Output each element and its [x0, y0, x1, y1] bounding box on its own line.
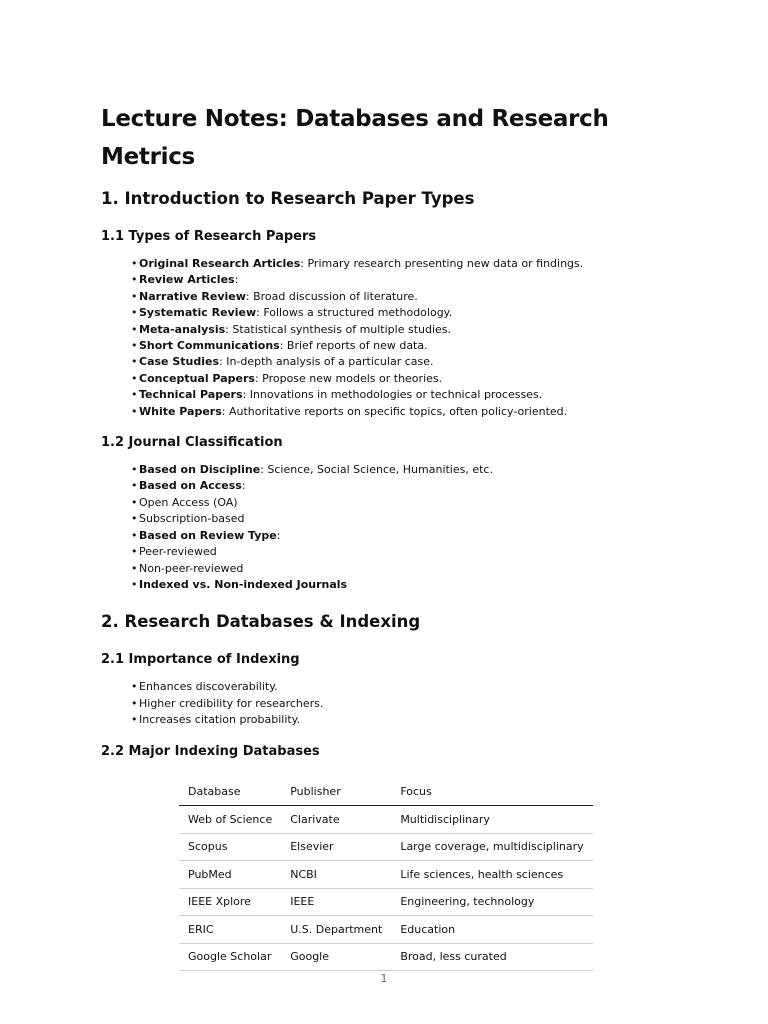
list-item-text: : [241, 479, 246, 493]
cell-focus: Broad, less curated [391, 943, 592, 971]
cell-database: ERIC [179, 916, 281, 944]
cell-database: PubMed [179, 861, 281, 889]
list-item-term: Based on Access [139, 479, 242, 493]
page-content [101, 100, 661, 971]
table-row [179, 833, 593, 861]
list-item [131, 712, 661, 728]
cell-focus: Life sciences, health sciences [391, 861, 592, 889]
bullet-marker: • [131, 273, 138, 287]
cell-publisher: Google [281, 943, 391, 971]
cell-publisher: U.S. Department [281, 916, 391, 944]
list-item [131, 256, 661, 272]
subsection-1-2-heading: 1.2 Journal Classification [101, 435, 283, 451]
list-item-text: Peer-reviewed [139, 545, 217, 559]
bullet-marker: • [131, 289, 138, 303]
table-row [179, 888, 593, 916]
subsection-2-2-heading: 2.2 Major Indexing Databases [101, 743, 320, 759]
list-item [131, 404, 661, 420]
cell-focus: Multidisciplinary [391, 806, 592, 834]
bullet-marker: • [131, 479, 138, 493]
list-item-text: : Innovations in methodologies or technical processes. [242, 388, 543, 402]
column-header-database: Database [179, 779, 281, 806]
subsection-1-1-heading: 1.1 Types of Research Papers [101, 229, 317, 244]
bullet-marker: • [131, 463, 138, 477]
paper-types-list [131, 256, 661, 420]
list-item-text: Increases citation probability. [139, 713, 301, 727]
list-item-term: Indexed vs. Non-indexed Journals [139, 577, 348, 591]
list-item [131, 305, 661, 321]
list-item-term: Technical Papers [139, 388, 243, 402]
bullet-marker: • [131, 322, 138, 336]
cell-database: Web of Science [179, 806, 281, 834]
page-number: 1 [380, 972, 388, 985]
list-item-term: Narrative Review [139, 289, 246, 303]
journal-classification-list [131, 462, 661, 593]
list-item [131, 561, 661, 577]
bullet-marker: • [131, 577, 138, 591]
bullet-marker: • [131, 696, 138, 710]
list-item-text: : Statistical synthesis of multiple studies. [225, 322, 452, 336]
section-2-heading: 2. Research Databases & Indexing [101, 612, 421, 632]
list-item-text: : Follows a structured methodology. [256, 306, 453, 320]
column-header-focus: Focus [391, 779, 592, 806]
bullet-marker: • [131, 512, 138, 526]
list-item-text: : Authoritative reports on specific topics, often policy-oriented. [221, 404, 568, 418]
list-item [131, 462, 661, 478]
list-item [131, 495, 661, 511]
list-item [131, 371, 661, 387]
list-item [131, 322, 661, 338]
list-item-text: : Brief reports of new data. [279, 339, 428, 353]
list-item-text: : In-depth analysis of a particular case. [219, 355, 434, 369]
cell-publisher: IEEE [281, 888, 391, 916]
cell-publisher: Elsevier [281, 833, 391, 861]
list-item-text: Subscription-based [139, 512, 245, 526]
list-item-text: Open Access (OA) [139, 495, 238, 509]
table-row [179, 861, 593, 889]
bullet-marker: • [131, 306, 138, 320]
table-row [179, 943, 593, 971]
table-row [179, 916, 593, 944]
bullet-marker: • [131, 257, 138, 270]
list-item [131, 511, 661, 527]
list-item [131, 338, 661, 354]
cell-focus: Education [391, 916, 592, 944]
list-item-term: Short Communications [139, 339, 280, 353]
list-item-term: Based on Review Type [139, 528, 277, 542]
list-item [131, 478, 661, 494]
cell-focus: Large coverage, multidisciplinary [391, 833, 592, 861]
list-item-term: Based on Discipline [139, 463, 261, 477]
list-item-text: Higher credibility for researchers. [139, 696, 324, 710]
indexing-databases-table [179, 779, 593, 972]
list-item-term: Meta-analysis [139, 322, 226, 336]
list-item [131, 544, 661, 560]
cell-database: Scopus [179, 833, 281, 861]
list-item [131, 528, 661, 544]
list-item [131, 272, 661, 288]
cell-focus: Engineering, technology [391, 888, 592, 916]
list-item-text: : [276, 528, 281, 542]
list-item-term: Systematic Review [139, 306, 257, 320]
list-item [131, 289, 661, 305]
list-item [131, 696, 661, 712]
table-header-row [179, 779, 593, 806]
list-item-text: : Propose new models or theories. [254, 371, 443, 385]
section-1-heading: 1. Introduction to Research Paper Types [101, 189, 475, 208]
bullet-marker: • [131, 339, 138, 353]
bullet-marker: • [131, 388, 138, 402]
bullet-marker: • [131, 561, 138, 575]
bullet-marker: • [131, 713, 138, 727]
bullet-marker: • [131, 495, 138, 509]
list-item-text: : Broad discussion of literature. [245, 289, 418, 303]
list-item [131, 577, 661, 593]
list-item-term: Original Research Articles [139, 257, 301, 270]
document-title: Lecture Notes: Databases and Research Metrics [101, 106, 609, 170]
list-item-term: White Papers [139, 404, 222, 418]
list-item [131, 679, 661, 695]
list-item-term: Case Studies [139, 355, 219, 369]
table-body [179, 806, 593, 971]
list-item-text: : Science, Social Science, Humanities, etc. [260, 463, 493, 477]
table-row [179, 806, 593, 834]
column-header-publisher: Publisher [281, 779, 391, 806]
list-item-term: Conceptual Papers [139, 371, 255, 385]
subsection-2-1-heading: 2.1 Importance of Indexing [101, 652, 300, 668]
list-item [131, 354, 661, 370]
bullet-marker: • [131, 528, 138, 542]
list-item-text: : [234, 273, 239, 287]
bullet-marker: • [131, 680, 138, 694]
cell-publisher: NCBI [281, 861, 391, 889]
list-item-term: Review Articles [139, 273, 235, 287]
bullet-marker: • [131, 404, 138, 418]
bullet-marker: • [131, 545, 138, 559]
cell-database: Google Scholar [179, 943, 281, 971]
cell-publisher: Clarivate [281, 806, 391, 834]
indexing-importance-list [131, 679, 661, 728]
cell-database: IEEE Xplore [179, 888, 281, 916]
bullet-marker: • [131, 355, 138, 369]
list-item-text: Enhances discoverability. [139, 680, 278, 694]
list-item-text: : Primary research presenting new data or findings. [300, 257, 584, 270]
bullet-marker: • [131, 371, 138, 385]
list-item [131, 387, 661, 403]
list-item-text: Non-peer-reviewed [139, 561, 244, 575]
